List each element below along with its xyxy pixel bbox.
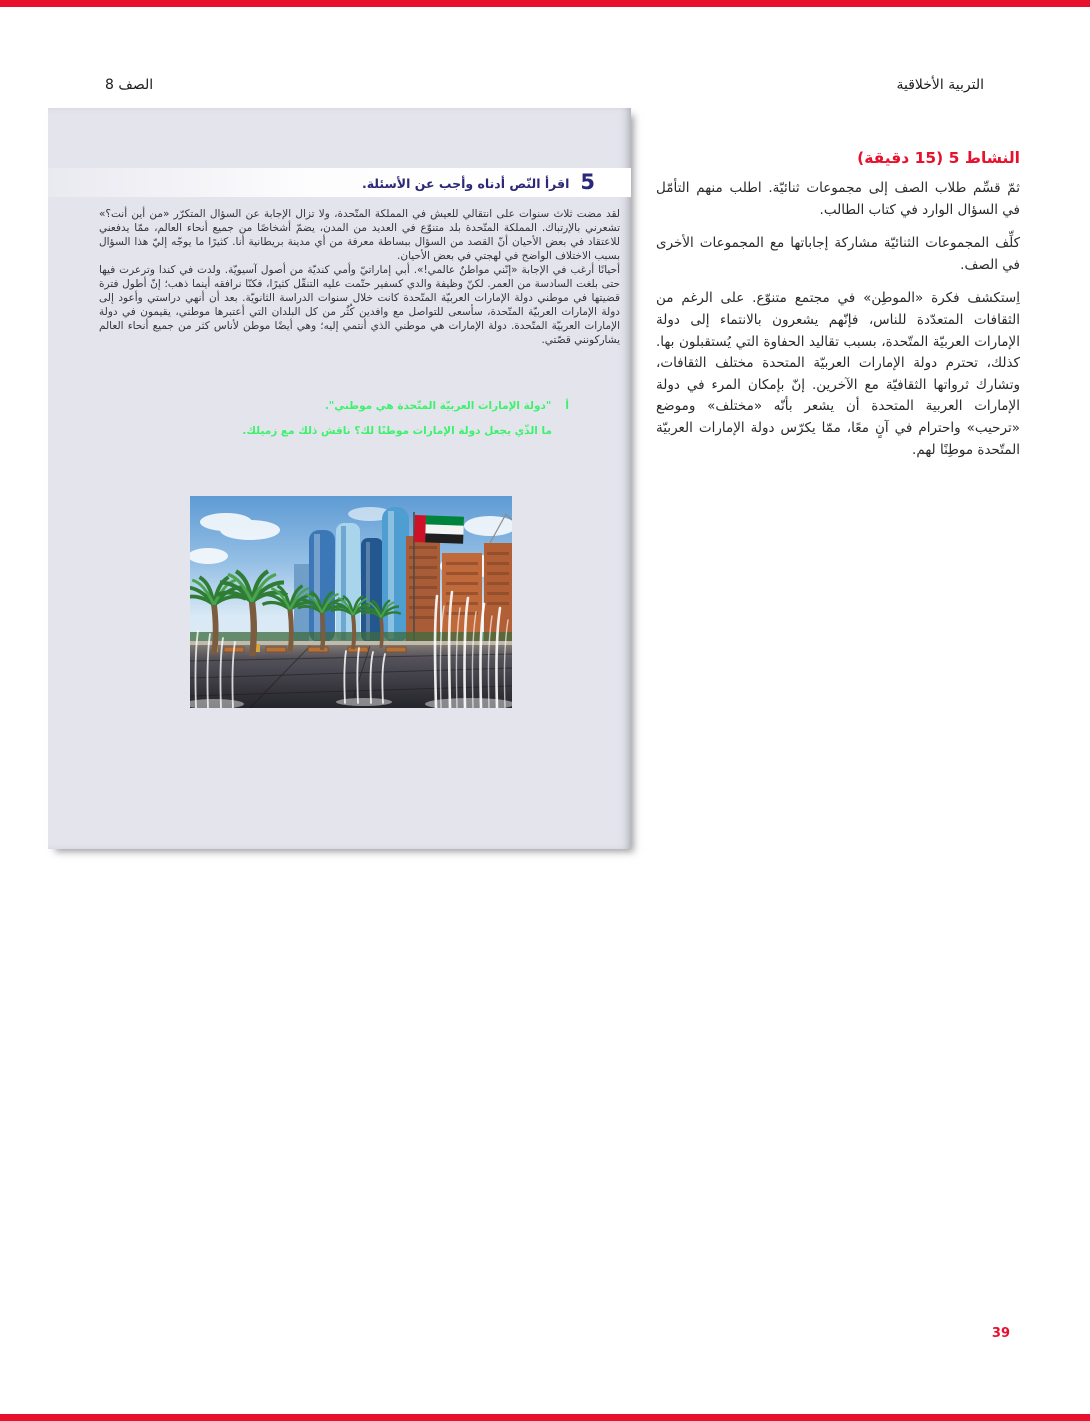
passage-paragraph-1: لقد مضت ثلاث سنوات على انتقالي للعيش في المملكة المتّحدة، ولا تزال الإجابة عن السؤال المتكرّر «من أين أنت؟» تشعرني بالإرتباك. المملكة المتّحدة بلد متنوّع في العديد من المدن، يضمّ أشخاصًا من جميع أنحاء العالم، ممّا يدفعني للاعتقاد في بعض الأحيان أنّ القصد من السؤال ببساطة معرفة من أي مدينة بريطانية أنا. كثيرًا ما يوجّه إليّ هذا السؤال بسبب الاختلاف الواضح في لهجتي في بعض الأحيان. [99,208,620,262]
teacher-paragraph-3: اِستكشف فكرة «الموطِن» في مجتمع متنوّع. على الرغم من الثقافات المتعدّدة للناس، فإنّهم يشعرون بالانتماء إلى دولة الإمارات العربيّة المتّحدة، بسبب تقاليد الحفاوة التي يُستقبلون بها. كذلك، تحترم دولة الإمارات العربيّة المتحدة مختلف الثقافات، وتشارك ثرواتها الثقافيّة مع الآخرين. إنّ بإمكان المرء في دولة الإمارات العربية المتحدة أن يشعر بأنّه «مختلف» وموضع «ترحيب» واحترام في آنٍ معًا، ممّا يكرّس دولة الإمارات العربيّة المتّحدة موطِنًا لهم. [656,290,1020,458]
activity-number: 5 [580,170,595,194]
reading-passage [99,207,620,347]
question-statement-row [89,400,569,412]
question-block [89,400,569,437]
activity-instruction-bar [48,168,631,197]
question-statement: "دولة الإمارات العربيّة المتّحدة هي موطني". [324,400,552,412]
question-prompt: ما الذّي يجعل دولة الإمارات موطنًا لك؟ ناقش ذلك مع زميلك. [242,425,552,437]
teacher-paragraph-1: ثمّ قسِّم طلاب الصف إلى مجموعات ثنائيّة. اطلب منهم التأمّل في السؤال الوارد في كتاب الطالب. [656,180,1020,218]
teacher-notes-column [656,149,1020,473]
bottom-red-bar [0,1414,1090,1421]
uae-skyline-photo [190,496,512,708]
passage-paragraph-2: أحيانًا أرغب في الإجابة «إنّني مواطنٌ عالمي!». أبي إماراتيّ وأمي كنديّة من أصول آسيويّة. ولدت في كندا وترعرت فيها حتى بلغت السادسة من العمر. لكنّ وظيفة والدي كسفير حتّمت عليه التنقّل كثيرًا، فكنّا نرافقه أينما ذهب؛ إنّ أطول فترة قضيتها في موطني دولة الإمارات العربيّة المتّحدة كانت خلال سنوات الدراسة الثانويّة. بعد أن أنهي دراستي وأعود إلى دولة الإمارات العربيّة المتّحدة، سأسعى للتواصل مع وافدين كُثُر من كل البلدان التي أعتبرها موطني، يقيمون في دولة الإمارات العربيّة المتّحدة. دولة الإمارات هي موطني الذي أنتمي إليه؛ وهي أيضًا موطن لأناس كثر من جميع أنحاء العالم يشاركونني قصّتي. [99,264,620,346]
uae-skyline-illustration [190,496,512,708]
question-marker: أ [565,400,569,412]
header-grade: الصف 8 [105,77,154,93]
teacher-paragraph-2: كلِّف المجموعات الثنائيّة مشاركة إجاباتها مع المجموعات الأخرى في الصف. [656,235,1020,273]
top-red-bar [0,0,1090,7]
header-subject: التربية الأخلاقية [896,77,984,93]
activity-title: النشاط 5 (15 دقيقة) [857,149,1020,167]
student-book-panel [48,108,631,849]
page-number: 39 [991,1326,1010,1341]
activity-instruction: اقرأ النّص أدناه وأجب عن الأسئلة. [361,176,570,191]
